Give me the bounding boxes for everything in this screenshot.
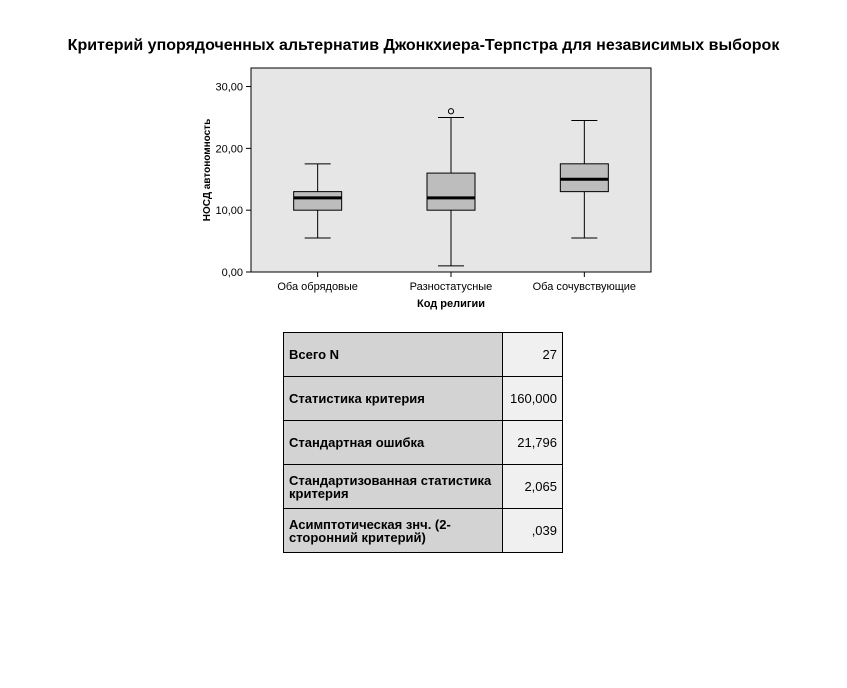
row-label: Стандартная ошибка: [284, 421, 503, 465]
table-row: [284, 509, 563, 553]
row-value: 21,796: [503, 421, 563, 465]
y-axis-label: НОСД автономность: [202, 118, 213, 222]
chart-title: Критерий упорядоченных альтернатив Джонкхиера-Терпстра для независимых выборок: [67, 37, 780, 54]
iqr-box: [560, 164, 608, 192]
table-row: [284, 465, 563, 509]
statistics-table: [283, 332, 563, 553]
row-value: ,039: [503, 509, 563, 553]
row-value: 27: [503, 333, 563, 377]
y-tick-label: 20,00: [215, 143, 243, 156]
row-value: 2,065: [503, 465, 563, 509]
iqr-box: [294, 192, 342, 211]
row-label: Асимптотическая знч. (2-сторонний критерий): [284, 509, 503, 553]
row-label: Стандартизованная статистика критерия: [284, 465, 503, 509]
table-row: [284, 333, 563, 377]
x-tick-label: Оба обрядовые: [277, 281, 358, 293]
x-tick-label: Разностатусные: [409, 281, 493, 293]
table-row: [284, 421, 563, 465]
box-plot: [0, 0, 847, 320]
y-tick-label: 10,00: [215, 205, 243, 218]
x-tick-label: Оба сочувствующие: [532, 281, 637, 293]
y-tick-label: 30,00: [215, 81, 243, 94]
table-row: [284, 377, 563, 421]
row-value: 160,000: [503, 377, 563, 421]
row-label: Статистика критерия: [284, 377, 503, 421]
x-axis-label: Код религии: [416, 298, 486, 310]
iqr-box: [427, 173, 475, 210]
y-tick-label: 0,00: [221, 267, 243, 279]
row-label: Всего N: [284, 333, 503, 377]
